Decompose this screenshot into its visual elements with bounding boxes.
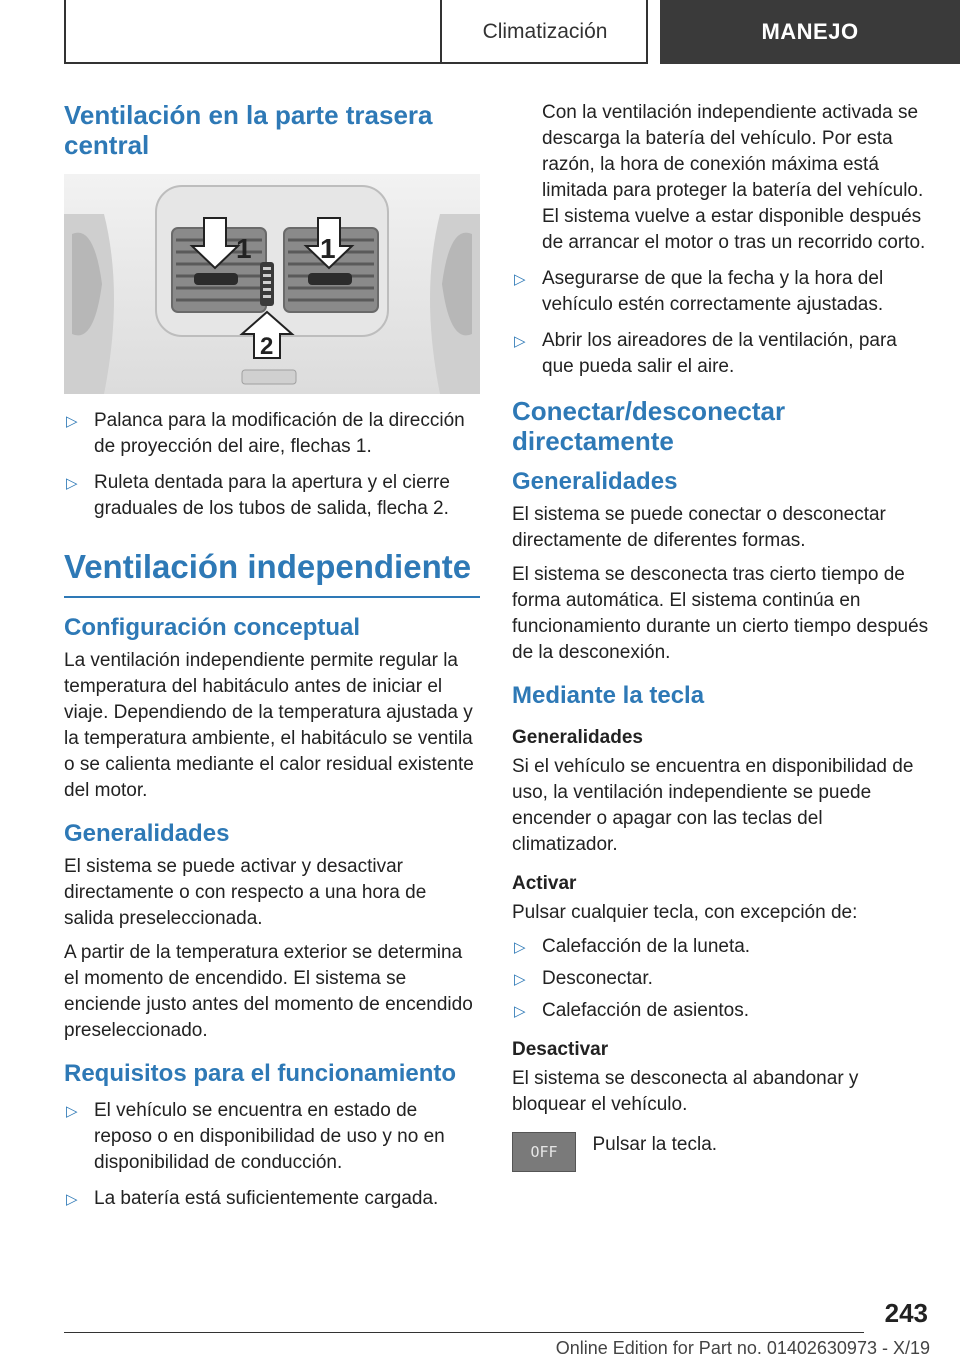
- list-item: ▷ Abrir los aireadores de la ventilación, para que pueda salir el aire.: [514, 330, 897, 377]
- list-item: ▷ Calefacción de la luneta.: [512, 934, 930, 960]
- paragraph-right-general-1: El sistema se puede conectar o desconectar directamente de diferentes formas.: [512, 504, 886, 551]
- triangle-bullet-icon: ▷: [66, 475, 78, 492]
- right-column: [512, 100, 930, 1172]
- triangle-bullet-icon: ▷: [66, 1191, 78, 1208]
- subheading-deactivate: Desactivar: [512, 1039, 609, 1060]
- activate-exceptions-list: [512, 934, 930, 1024]
- paragraph-battery-note: Con la ventilación independiente activada se descarga la batería del vehículo. Por esta razón, la hora de conexión máxima está limitada para proteger la batería del vehículo. El sistema vuelve a estar disponible después de arrancar el motor o tras un recorrido corto.: [542, 102, 926, 253]
- subheading-activate: Activar: [512, 873, 577, 894]
- triangle-bullet-icon: ▷: [66, 413, 78, 430]
- heading-rear-ventilation: Ventilación en la parte trasera central: [64, 100, 433, 160]
- off-button-icon: OFF: [512, 1132, 576, 1172]
- triangle-bullet-icon: ▷: [514, 1003, 526, 1020]
- subheading-general: Generalidades: [512, 727, 643, 748]
- footer-edition: Online Edition for Part no. 01402630973 - X/19: [555, 1338, 930, 1358]
- figure-label-1a: 1: [236, 233, 252, 264]
- triangle-bullet-icon: ▷: [514, 971, 526, 988]
- triangle-bullet-icon: ▷: [514, 939, 526, 956]
- triangle-bullet-icon: ▷: [514, 333, 526, 350]
- list-item: ▷ El vehículo se encuentra en estado de reposo o en disponibilidad de uso y no en disponibilidad de conducción.: [66, 1100, 445, 1173]
- list-item: ▷ Palanca para la modificación de la dirección de proyección del aire, flechas 1.: [66, 410, 465, 457]
- heading-requirements: Requisitos para el funcionamiento: [64, 1060, 457, 1087]
- paragraph-deactivate: El sistema se desconecta al abandonar y bloquear el vehículo.: [512, 1068, 859, 1115]
- rear-vent-illustration: [64, 174, 480, 394]
- paragraph-right-general-2: El sistema se desconecta tras cierto tiempo de forma automática. El sistema continúa en funcionamiento durante un cierto tiempo después de la desconexión.: [512, 564, 929, 663]
- paragraph-via-button: Si el vehículo se encuentra en disponibilidad de uso, la ventilación independiente se puede encender o apagar con las teclas del climatizador.: [512, 756, 914, 855]
- heading-via-button: Mediante la tecla: [512, 682, 705, 709]
- triangle-bullet-icon: ▷: [514, 271, 526, 288]
- list-item: ▷ Asegurarse de que la fecha y la hora del vehículo estén correctamente ajustadas.: [514, 268, 884, 315]
- footer-divider: [64, 1332, 864, 1333]
- requirements-list-continued: [512, 266, 930, 380]
- heading-concept: Configuración conceptual: [64, 614, 361, 641]
- paragraph-activate: Pulsar cualquier tecla, con excepción de:: [512, 902, 858, 923]
- heading-general: Generalidades: [64, 820, 230, 847]
- heading-independent-ventilation: Ventilación independiente: [64, 548, 480, 598]
- paragraph-general-1: El sistema se puede activar y desactivar directamente o con respecto a una hora de salida preseleccionada.: [64, 856, 427, 929]
- header-section: Climatización: [440, 0, 648, 64]
- page-number: 243: [884, 1298, 928, 1328]
- off-button-row: [512, 1132, 930, 1172]
- heading-connect-disconnect: Conectar/desconectar directamente: [512, 396, 786, 456]
- triangle-bullet-icon: ▷: [66, 1103, 78, 1120]
- list-item: ▷ Calefacción de asientos.: [512, 998, 930, 1024]
- paragraph-concept: La ventilación independiente permite regular la temperatura del habitáculo antes de iniciar el viaje. Dependiendo de la temperatura ajustada y la temperatura ambiente, el habitáculo se ventila o se calienta mediante el calor residual existente del motor.: [64, 650, 474, 801]
- figure-legend-list: [64, 408, 480, 522]
- header-chapter-tab: MANEJO: [660, 0, 960, 64]
- figure-label-2: 2: [260, 333, 274, 360]
- list-item: ▷ La batería está suficientemente cargada.: [64, 1186, 480, 1212]
- requirements-list: [64, 1098, 480, 1212]
- list-item: ▷ Ruleta dentada para la apertura y el cierre graduales de los tubos de salida, flecha 2.: [66, 472, 450, 519]
- paragraph-press-button: Pulsar la tecla.: [592, 1134, 718, 1155]
- figure-label-1b: 1: [320, 233, 336, 264]
- heading-general-right: Generalidades: [512, 468, 678, 495]
- paragraph-general-2: A partir de la temperatura exterior se determina el momento de encendido. El sistema se enciende justo antes del momento de encendido preseleccionado.: [64, 942, 473, 1041]
- rear-vent-figure: [64, 174, 480, 394]
- left-column: [64, 100, 480, 1222]
- list-item: ▷ Desconectar.: [512, 966, 930, 992]
